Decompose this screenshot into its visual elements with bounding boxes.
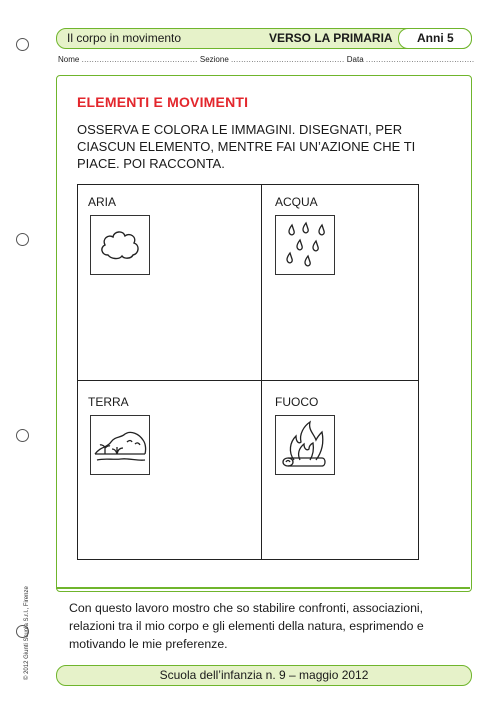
cell-icon-box-aria[interactable] xyxy=(90,215,150,275)
cell-label-aria: ARIA xyxy=(88,195,117,209)
cell-icon-box-terra[interactable] xyxy=(90,415,150,475)
name-label: Nome xyxy=(58,55,80,64)
cell-label-fuoco: FUOCO xyxy=(275,395,319,409)
exercise-instructions: OSSERVA E COLORA LE IMMAGINI. DISEGNATI, PER CIASCUN ELEMENTO, MENTRE FAI UN’AZIONE CHE TI PIACE. POI RACCONTA. xyxy=(77,122,416,171)
exercise-title: ELEMENTI E MOVIMENTI xyxy=(77,94,249,110)
cell-label-terra: TERRA xyxy=(88,395,129,409)
cell-icon-box-fuoco[interactable] xyxy=(275,415,335,475)
fire-icon xyxy=(276,416,334,474)
header-series: VERSO LA PRIMARIA xyxy=(269,31,393,45)
footer-bar xyxy=(56,665,472,686)
cloud-icon xyxy=(91,216,149,274)
date-field[interactable]: ........................................... xyxy=(365,55,475,64)
exercise-divider xyxy=(56,587,470,589)
binder-hole-top xyxy=(16,38,29,51)
student-fields xyxy=(58,55,475,64)
header-age-badge xyxy=(398,28,472,49)
grid-vertical-line xyxy=(261,185,262,559)
water-drops-icon xyxy=(276,216,334,274)
footer-text: Scuola dell’infanzia n. 9 – maggio 2012 xyxy=(159,668,369,682)
header-age: Anni 5 xyxy=(417,31,454,45)
grid-horizontal-line xyxy=(78,380,418,381)
section-label: Sezione xyxy=(199,55,229,64)
elements-grid xyxy=(77,184,419,560)
learning-summary: Con questo lavoro mostro che so stabilire confronti, associazioni, relazioni tra il mio corpo e gli elementi della natura, esprimendo e motivando le mie preferenze. xyxy=(69,601,424,651)
binder-hole-upper xyxy=(16,233,29,246)
cell-icon-box-acqua[interactable] xyxy=(275,215,335,275)
section-field[interactable]: ............................................. xyxy=(231,55,345,64)
earth-plants-icon xyxy=(91,416,149,474)
copyright-notice: © 2012 Giunti Scuola S.r.l., Firenze xyxy=(24,586,30,680)
name-field[interactable]: .............................................. xyxy=(81,55,198,64)
header-bar xyxy=(56,28,472,49)
date-label: Data xyxy=(346,55,364,64)
cell-label-acqua: ACQUA xyxy=(275,195,318,209)
header-subject: Il corpo in movimento xyxy=(67,31,182,45)
binder-hole-lower xyxy=(16,429,29,442)
